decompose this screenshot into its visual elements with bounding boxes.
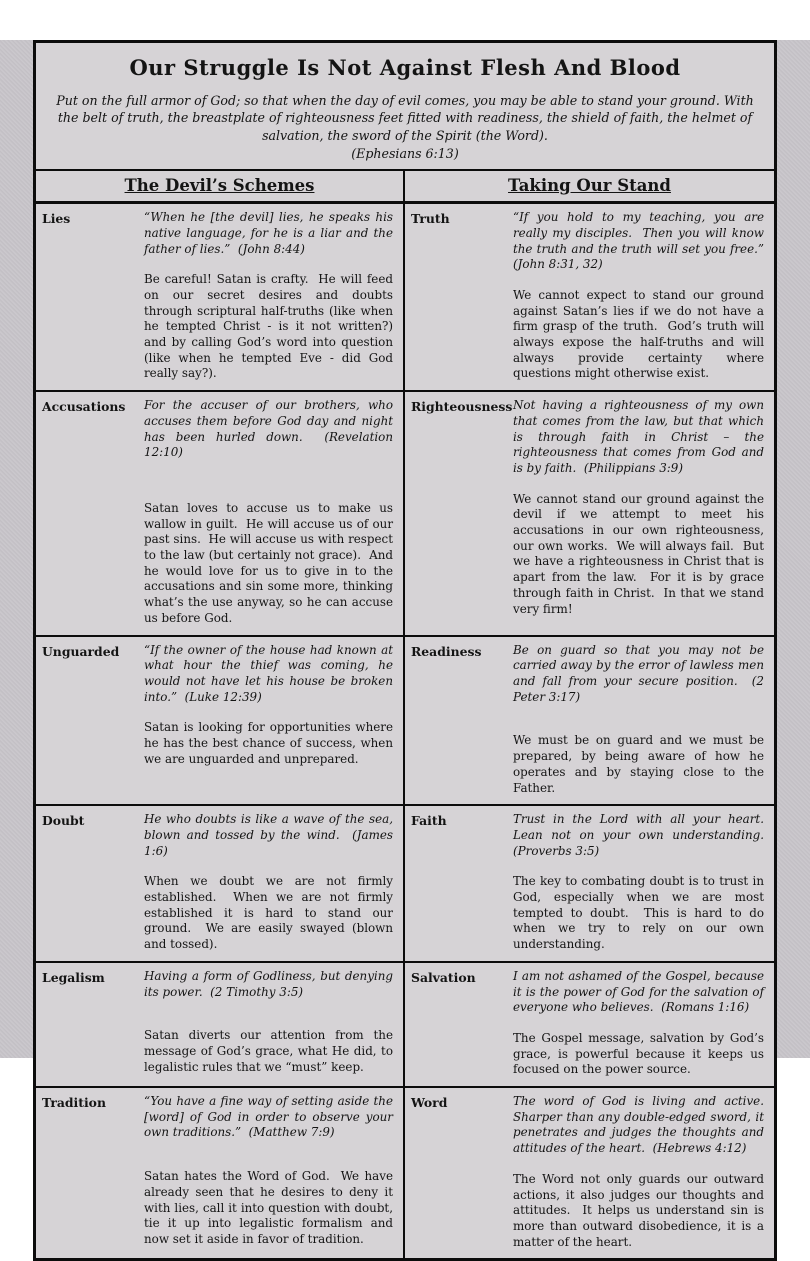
page-subtitle: Put on the full armor of God; so that when the day of evil comes, you may be able to stand your ground. With the belt of truth, the breastplate of righteousness feet fitted with readiness, the shield of faith, the helmet of salvation, the sword of the Spirit (the Word). bbox=[56, 93, 754, 143]
table-row-accusations-righteousness bbox=[36, 390, 774, 634]
row-label: Readiness bbox=[411, 643, 482, 659]
commentary-text: Satan is looking for opportunities where he has the best chance of success, when we are unguarded and unprepared. bbox=[144, 720, 397, 766]
row-label: Lies bbox=[42, 211, 71, 227]
scheme-cell-accusations bbox=[36, 392, 405, 634]
scripture-quote: Be on guard so that you may not be carried away by the error of lawless men and fall from your secure position. (2 Peter 3:17) bbox=[513, 642, 768, 704]
row-label: Righteousness bbox=[411, 399, 513, 415]
scheme-cell-legalism bbox=[36, 963, 405, 1086]
row-label: Word bbox=[411, 1095, 448, 1111]
scripture-quote: “If you hold to my teaching, you are really my disciples. Then you will know the truth and the truth will set you free.” (John 8:31, 32) bbox=[513, 210, 772, 272]
commentary-text: We cannot expect to stand our ground against Satan’s lies if we do not have a firm grasp of the truth. God’s truth will always expose the half-truths and will always provide certainty where questions might otherwise exist. bbox=[513, 287, 768, 381]
column-headers bbox=[36, 171, 774, 204]
title-block bbox=[36, 43, 774, 171]
commentary-text: Be careful! Satan is crafty. He will feed on our secret desires and doubts through scriptural half-truths (like when he tempted Christ - is it not written?) and by calling God’s word into question (like when he tempted Eve - did God really say?). bbox=[144, 272, 397, 381]
row-label: Doubt bbox=[42, 813, 85, 829]
commentary-text: Satan diverts our attention from the message of God’s grace, what He did, to legalistic rules that we “must” keep. bbox=[144, 1028, 397, 1074]
row-label: Unguarded bbox=[42, 643, 120, 659]
scripture-quote: “When he [the devil] lies, he speaks his native language, for he is a liar and the father of lies.” (John 8:44) bbox=[144, 210, 397, 256]
scripture-quote: The word of God is living and active. Sharper than any double-edged sword, it penetrates and judges the thoughts and attitudes of the heart. (Hebrews 4:12) bbox=[513, 1094, 768, 1156]
row-label: Salvation bbox=[411, 969, 476, 985]
scanned-page bbox=[0, 40, 810, 1249]
scheme-cell-doubt bbox=[36, 806, 405, 961]
stand-cell-readiness bbox=[405, 637, 774, 805]
page-title: Our Struggle Is Not Against Flesh And Blood bbox=[129, 55, 681, 80]
stand-cell-salvation bbox=[405, 963, 774, 1086]
handout-table bbox=[33, 40, 777, 1261]
scripture-quote: “You have a fine way of setting aside the [word] of God in order to observe your own traditions.” (Matthew 7:9) bbox=[144, 1094, 397, 1140]
row-label: Legalism bbox=[42, 969, 105, 985]
header-taking-our-stand: Taking Our Stand bbox=[508, 176, 671, 196]
commentary-text: The key to combating doubt is to trust in God, especially when we are most tempted to doubt. This is hard to do when we try to rely on our own understanding. bbox=[513, 874, 768, 952]
commentary-text: Satan loves to accuse us to make us wallow in guilt. He will accuse us of our past sins. He will accuse us with respect to the law (but certainly not grace). And he would love for us to give in to the accusations and sin some more, thinking what’s the use anyway, so he can accuse us before God. bbox=[144, 500, 397, 625]
stand-cell-truth bbox=[405, 204, 774, 390]
commentary-text: Satan hates the Word of God. We have already seen that he desires to deny it with lies, call it into question with doubt, tie it up into legalistic formalism and now set it aside in favor of tradition. bbox=[144, 1169, 397, 1246]
table-row-tradition-word bbox=[36, 1086, 774, 1258]
scripture-quote: He who doubts is like a wave of the sea, blown and tossed by the wind. (James 1:6) bbox=[144, 812, 397, 858]
stand-cell-word bbox=[405, 1088, 774, 1258]
scripture-quote: Not having a righteousness of my own that comes from the law, but that which is through faith in Christ – the righteousness that comes from God and is by faith. (Philippians 3:9) bbox=[513, 398, 768, 475]
commentary-text: We cannot stand our ground against the devil if we attempt to meet his accusations in our own righteousness, our own works. We will always fail. But we have a righteousness in Christ that is apart from the law. For it is by grace through faith in Christ. In that we stand very firm! bbox=[513, 491, 768, 616]
page-subtitle-reference: (Ephesians 6:13) bbox=[351, 146, 459, 162]
row-label: Faith bbox=[411, 813, 447, 829]
scheme-cell-unguarded bbox=[36, 637, 405, 805]
commentary-text: We must be on guard and we must be prepared, by being aware of how he operates and by staying close to the Father. bbox=[513, 733, 768, 795]
row-label: Truth bbox=[411, 211, 450, 227]
stand-cell-faith bbox=[405, 806, 774, 961]
scripture-quote: Trust in the Lord with all your heart. Lean not on your own understanding. (Proverbs 3:5) bbox=[513, 812, 772, 858]
commentary-text: The Gospel message, salvation by God’s grace, is powerful because it keeps us focused on the power source. bbox=[513, 1030, 768, 1077]
table-row-lies-truth bbox=[36, 204, 774, 390]
table-row-doubt-faith bbox=[36, 804, 774, 961]
commentary-text: The Word not only guards our outward actions, it also judges our thoughts and attitudes. It helps us understand sin is more than outward disobedience, it is a matter of the heart. bbox=[513, 1171, 768, 1249]
scripture-quote: “If the owner of the house had known at what hour the thief was coming, he would not have let his house be broken into.” (Luke 12:39) bbox=[144, 642, 397, 704]
scheme-cell-lies bbox=[36, 204, 405, 390]
header-devils-schemes: The Devil’s Schemes bbox=[36, 171, 405, 201]
scripture-quote: For the accuser of our brothers, who accuses them before God day and night has been hurled down. (Revelation 12:10) bbox=[144, 398, 397, 460]
scheme-cell-tradition bbox=[36, 1088, 405, 1258]
scripture-quote: Having a form of Godliness, but denying its power. (2 Timothy 3:5) bbox=[144, 968, 397, 999]
row-label: Accusations bbox=[42, 399, 126, 415]
stand-cell-righteousness bbox=[405, 392, 774, 634]
scripture-quote: I am not ashamed of the Gospel, because it is the power of God for the salvation of everyone who believes. (Romans 1:16) bbox=[513, 968, 768, 1015]
commentary-text: When we doubt we are not firmly established. When we are not firmly established it is hard to stand our ground. We are easily swayed (blown and tossed). bbox=[144, 874, 397, 952]
row-label: Tradition bbox=[42, 1095, 106, 1111]
table-row-unguarded-readiness bbox=[36, 635, 774, 805]
table-row-legalism-salvation bbox=[36, 961, 774, 1086]
